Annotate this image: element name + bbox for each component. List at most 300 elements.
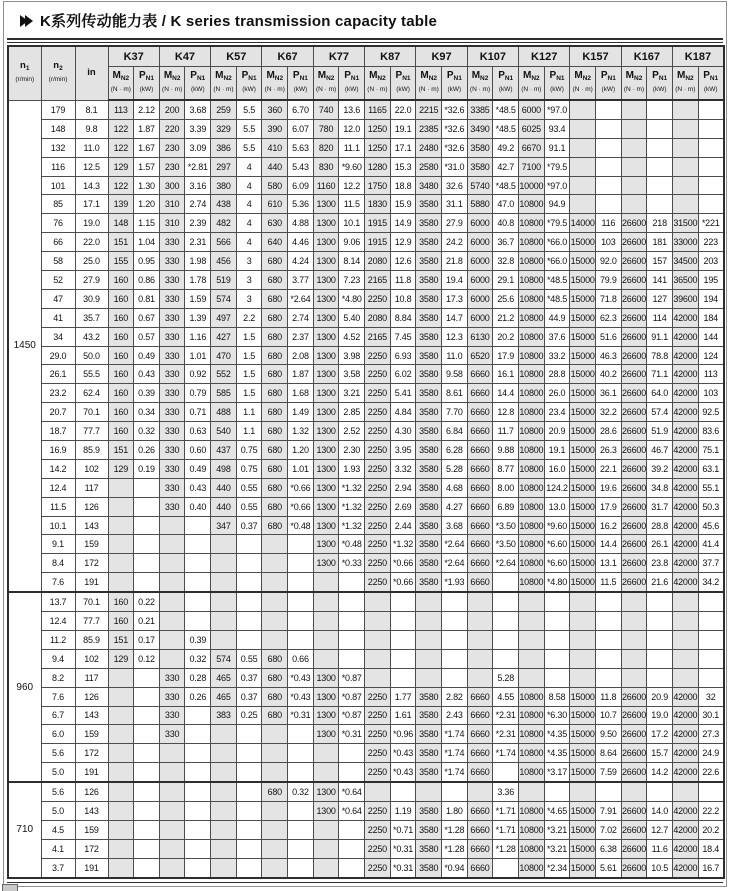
power-cell: 1.98: [185, 252, 211, 271]
power-cell: [236, 858, 262, 877]
torque-cell: 3580: [416, 839, 442, 858]
torque-cell: [519, 592, 545, 611]
power-cell: 141: [647, 271, 673, 290]
table-row: [8, 214, 724, 233]
torque-cell: 740: [313, 100, 339, 119]
torque-cell: 42000: [673, 706, 699, 725]
power-cell: [339, 612, 365, 631]
torque-cell: 2250: [365, 384, 391, 403]
torque-cell: [416, 782, 442, 801]
col-header-k107-torque: $M_{N2}$ (N · m): [467, 67, 493, 101]
torque-cell: 6000: [519, 100, 545, 119]
torque-cell: [673, 157, 699, 176]
torque-cell: 39600: [673, 289, 699, 308]
power-cell: 2.2: [236, 308, 262, 327]
ratio-cell: 55.5: [75, 365, 108, 384]
torque-cell: [365, 649, 391, 668]
torque-cell: [313, 649, 339, 668]
torque-cell: 26600: [621, 573, 647, 592]
torque-cell: 1300: [313, 233, 339, 252]
footnote-marker: [2, 884, 18, 891]
torque-cell: 151: [108, 441, 134, 460]
torque-cell: [108, 687, 134, 706]
col-header-k37-power: $P_{N1}$ (kW): [134, 67, 160, 101]
torque-cell: 160: [108, 365, 134, 384]
power-cell: *0.31: [390, 858, 416, 877]
torque-cell: 5740: [467, 176, 493, 195]
power-cell: *1.71: [493, 801, 519, 820]
power-cell: 0.37: [236, 516, 262, 535]
power-cell: 42.7: [493, 157, 519, 176]
power-cell: [288, 858, 314, 877]
power-cell: [134, 782, 160, 801]
table-row: [8, 649, 724, 668]
power-cell: 1.01: [185, 346, 211, 365]
torque-cell: [211, 554, 237, 573]
power-cell: 6.07: [288, 119, 314, 138]
torque-cell: 15000: [570, 535, 596, 554]
torque-cell: 2250: [365, 497, 391, 516]
torque-cell: 640: [262, 233, 288, 252]
output-speed-cell: 47: [41, 289, 75, 308]
power-cell: 34.2: [698, 573, 724, 592]
torque-cell: 26600: [621, 839, 647, 858]
power-cell: 1.39: [185, 308, 211, 327]
power-cell: [390, 630, 416, 649]
torque-cell: 297: [211, 157, 237, 176]
torque-cell: 15000: [570, 554, 596, 573]
torque-cell: 122: [108, 119, 134, 138]
torque-cell: [416, 668, 442, 687]
torque-cell: [108, 801, 134, 820]
power-cell: 4.55: [493, 687, 519, 706]
torque-cell: [519, 630, 545, 649]
col-header-k57-torque: $M_{N2}$ (N · m): [211, 67, 237, 101]
torque-cell: [313, 592, 339, 611]
torque-cell: 2250: [365, 763, 391, 782]
torque-cell: 129: [108, 459, 134, 478]
torque-cell: 2250: [365, 516, 391, 535]
power-cell: 2.82: [442, 687, 468, 706]
torque-cell: 6000: [467, 233, 493, 252]
power-cell: 1.16: [185, 327, 211, 346]
torque-cell: 42000: [673, 365, 699, 384]
torque-cell: [621, 119, 647, 138]
power-cell: *2.31: [493, 725, 519, 744]
torque-cell: 15000: [570, 403, 596, 422]
col-header-k77-power: $P_{N1}$ (kW): [339, 67, 365, 101]
torque-cell: 3580: [416, 858, 442, 877]
torque-cell: 680: [262, 422, 288, 441]
power-cell: *4.35: [544, 744, 570, 763]
torque-cell: 2480: [416, 138, 442, 157]
power-cell: 2.12: [134, 100, 160, 119]
ratio-cell: 30.9: [75, 289, 108, 308]
power-cell: 32.2: [596, 403, 622, 422]
power-cell: 2.08: [288, 346, 314, 365]
power-cell: 0.34: [134, 403, 160, 422]
torque-cell: 3580: [416, 706, 442, 725]
torque-cell: 122: [108, 138, 134, 157]
power-cell: 14.9: [390, 214, 416, 233]
torque-cell: [621, 782, 647, 801]
power-cell: 4.52: [339, 327, 365, 346]
power-cell: *79.5: [544, 214, 570, 233]
power-cell: 0.60: [185, 441, 211, 460]
torque-cell: 1300: [313, 554, 339, 573]
torque-cell: 1915: [365, 214, 391, 233]
col-header-k127: K127: [519, 46, 570, 67]
power-cell: [339, 630, 365, 649]
table-row: [8, 289, 724, 308]
torque-cell: [108, 554, 134, 573]
power-cell: 10.5: [647, 858, 673, 877]
power-cell: [596, 119, 622, 138]
torque-cell: 26600: [621, 346, 647, 365]
power-cell: 5.40: [339, 308, 365, 327]
torque-cell: [211, 839, 237, 858]
power-cell: [493, 649, 519, 668]
torque-cell: [313, 858, 339, 877]
torque-cell: 15000: [570, 327, 596, 346]
torque-cell: [159, 612, 185, 631]
ratio-cell: 102: [75, 459, 108, 478]
torque-cell: 330: [159, 459, 185, 478]
torque-cell: 680: [262, 497, 288, 516]
power-cell: [544, 630, 570, 649]
power-cell: [185, 535, 211, 554]
power-cell: 19.1: [544, 441, 570, 460]
power-cell: 14.0: [647, 801, 673, 820]
power-cell: 14.7: [442, 308, 468, 327]
power-cell: 1.87: [288, 365, 314, 384]
power-cell: 3.16: [185, 176, 211, 195]
torque-cell: 26600: [621, 422, 647, 441]
torque-cell: [159, 535, 185, 554]
torque-cell: 3580: [416, 422, 442, 441]
power-cell: 4.88: [288, 214, 314, 233]
power-cell: [698, 592, 724, 611]
power-cell: *1.74: [442, 744, 468, 763]
table-row: [8, 157, 724, 176]
capacity-table: [7, 45, 725, 879]
torque-cell: 383: [211, 706, 237, 725]
torque-cell: 2250: [365, 801, 391, 820]
torque-cell: 610: [262, 195, 288, 214]
power-cell: [185, 744, 211, 763]
torque-cell: [467, 782, 493, 801]
power-cell: 12.6: [390, 252, 416, 271]
power-cell: 0.95: [134, 252, 160, 271]
torque-cell: 15000: [570, 706, 596, 725]
power-cell: 3.95: [390, 441, 416, 460]
power-cell: 37.6: [544, 327, 570, 346]
torque-cell: 15000: [570, 725, 596, 744]
torque-cell: [416, 649, 442, 668]
col-header-k67: K67: [262, 46, 313, 67]
torque-cell: 3580: [416, 403, 442, 422]
output-speed-cell: 9.4: [41, 649, 75, 668]
power-cell: 1.20: [134, 195, 160, 214]
ratio-cell: 8.1: [75, 100, 108, 119]
torque-cell: 26600: [621, 289, 647, 308]
torque-cell: [519, 612, 545, 631]
torque-cell: 26600: [621, 403, 647, 422]
torque-cell: 330: [159, 365, 185, 384]
torque-cell: 310: [159, 195, 185, 214]
torque-cell: [621, 668, 647, 687]
power-cell: *0.43: [288, 668, 314, 687]
torque-cell: 2250: [365, 403, 391, 422]
col-header-k77-torque: $M_{N2}$ (N · m): [313, 67, 339, 101]
power-cell: [647, 668, 673, 687]
table-row: [8, 233, 724, 252]
power-cell: 64.0: [647, 384, 673, 403]
power-cell: *97.0: [544, 100, 570, 119]
power-cell: [185, 782, 211, 801]
power-cell: 181: [647, 233, 673, 252]
torque-cell: 386: [211, 138, 237, 157]
torque-cell: 26600: [621, 535, 647, 554]
col-header-k87: K87: [365, 46, 416, 67]
power-cell: 17.9: [493, 346, 519, 365]
output-speed-cell: 179: [41, 100, 75, 119]
torque-cell: 2250: [365, 554, 391, 573]
torque-cell: 1160: [313, 176, 339, 195]
torque-cell: 1300: [313, 706, 339, 725]
col-header-k87-power: $P_{N1}$ (kW): [390, 67, 416, 101]
ratio-cell: 159: [75, 725, 108, 744]
torque-cell: 680: [262, 668, 288, 687]
power-cell: 51.9: [647, 422, 673, 441]
torque-cell: 465: [211, 668, 237, 687]
torque-cell: [262, 573, 288, 592]
torque-cell: 31500: [673, 214, 699, 233]
power-cell: *6.30: [544, 706, 570, 725]
output-speed-cell: 20.7: [41, 403, 75, 422]
power-cell: 10.8: [390, 289, 416, 308]
power-cell: [288, 820, 314, 839]
torque-cell: [673, 668, 699, 687]
ratio-cell: 102: [75, 649, 108, 668]
table-body: [8, 100, 724, 878]
power-cell: 5.5: [236, 138, 262, 157]
power-cell: 20.2: [698, 820, 724, 839]
col-header-k157-power: $P_{N1}$ (kW): [596, 67, 622, 101]
power-cell: 1.68: [288, 384, 314, 403]
torque-cell: 3580: [416, 308, 442, 327]
power-cell: *97.0: [544, 176, 570, 195]
power-cell: 184: [698, 308, 724, 327]
output-speed-cell: 58: [41, 252, 75, 271]
torque-cell: 580: [262, 176, 288, 195]
torque-cell: [673, 630, 699, 649]
torque-cell: 2080: [365, 308, 391, 327]
table-row: [8, 612, 724, 631]
torque-cell: 10800: [519, 687, 545, 706]
power-cell: 15.3: [390, 157, 416, 176]
power-cell: [236, 744, 262, 763]
torque-cell: 680: [262, 308, 288, 327]
torque-cell: 6660: [467, 744, 493, 763]
power-cell: 18.8: [390, 176, 416, 195]
power-cell: 4: [236, 214, 262, 233]
torque-cell: [621, 612, 647, 631]
power-cell: [185, 612, 211, 631]
power-cell: [288, 535, 314, 554]
torque-cell: 1300: [313, 346, 339, 365]
torque-cell: [211, 820, 237, 839]
power-cell: 0.26: [134, 441, 160, 460]
power-cell: 4: [236, 195, 262, 214]
torque-cell: [108, 839, 134, 858]
torque-cell: 6000: [467, 271, 493, 290]
power-cell: 26.3: [596, 441, 622, 460]
power-cell: 3.58: [339, 365, 365, 384]
torque-cell: 680: [262, 782, 288, 801]
torque-cell: 10800: [519, 327, 545, 346]
torque-cell: 680: [262, 327, 288, 346]
torque-cell: 10800: [519, 195, 545, 214]
torque-cell: 10800: [519, 271, 545, 290]
power-cell: [134, 516, 160, 535]
power-cell: 16.0: [544, 459, 570, 478]
power-cell: *2.64: [493, 554, 519, 573]
power-cell: 4.30: [390, 422, 416, 441]
power-cell: [596, 592, 622, 611]
power-cell: [596, 668, 622, 687]
power-cell: 2.37: [288, 327, 314, 346]
ratio-cell: 77.7: [75, 422, 108, 441]
table-row: [8, 706, 724, 725]
power-cell: 5.61: [596, 858, 622, 877]
torque-cell: 6660: [467, 687, 493, 706]
torque-cell: 1280: [365, 157, 391, 176]
torque-cell: 15000: [570, 252, 596, 271]
power-cell: 3.77: [288, 271, 314, 290]
power-cell: 23.4: [544, 403, 570, 422]
power-cell: 71.8: [596, 289, 622, 308]
power-cell: 0.17: [134, 630, 160, 649]
torque-cell: 1250: [365, 119, 391, 138]
col-header-k167-torque: $M_{N2}$ (N · m): [621, 67, 647, 101]
torque-cell: 574: [211, 649, 237, 668]
torque-cell: 6660: [467, 820, 493, 839]
power-cell: [544, 668, 570, 687]
torque-cell: 680: [262, 687, 288, 706]
power-cell: 8.61: [442, 384, 468, 403]
power-cell: 3.39: [185, 119, 211, 138]
power-cell: 13.1: [596, 554, 622, 573]
power-cell: 3.68: [442, 516, 468, 535]
torque-cell: 574: [211, 289, 237, 308]
torque-cell: 10800: [519, 308, 545, 327]
torque-cell: 15000: [570, 497, 596, 516]
torque-cell: 42000: [673, 839, 699, 858]
torque-cell: 6660: [467, 554, 493, 573]
table-row: [8, 592, 724, 611]
power-cell: 17.2: [647, 725, 673, 744]
power-cell: 31.1: [442, 195, 468, 214]
power-cell: 6.70: [288, 100, 314, 119]
power-cell: [544, 612, 570, 631]
torque-cell: 26600: [621, 384, 647, 403]
power-cell: *1.71: [493, 820, 519, 839]
power-cell: 0.22: [134, 592, 160, 611]
power-cell: *1.32: [339, 497, 365, 516]
torque-cell: [621, 157, 647, 176]
power-cell: 36.1: [596, 384, 622, 403]
col-header-k157: K157: [570, 46, 621, 67]
torque-cell: 10800: [519, 214, 545, 233]
torque-cell: 10800: [519, 252, 545, 271]
torque-cell: 2250: [365, 839, 391, 858]
torque-cell: 3580: [416, 271, 442, 290]
power-cell: 45.6: [698, 516, 724, 535]
table-row: [8, 100, 724, 119]
torque-cell: 482: [211, 214, 237, 233]
power-cell: [647, 195, 673, 214]
power-cell: *0.33: [339, 554, 365, 573]
power-cell: 92.0: [596, 252, 622, 271]
torque-cell: 330: [159, 233, 185, 252]
power-cell: [390, 782, 416, 801]
torque-cell: 148: [108, 214, 134, 233]
torque-cell: 330: [159, 271, 185, 290]
torque-cell: 2080: [365, 252, 391, 271]
torque-cell: 1300: [313, 308, 339, 327]
power-cell: 0.63: [185, 422, 211, 441]
torque-cell: [673, 592, 699, 611]
torque-cell: [159, 763, 185, 782]
torque-cell: 680: [262, 365, 288, 384]
power-cell: 0.66: [288, 649, 314, 668]
torque-cell: 680: [262, 403, 288, 422]
power-cell: 1.49: [288, 403, 314, 422]
power-cell: 0.43: [134, 365, 160, 384]
torque-cell: [467, 612, 493, 631]
power-cell: 21.6: [647, 573, 673, 592]
torque-cell: 10800: [519, 459, 545, 478]
torque-cell: 42000: [673, 801, 699, 820]
power-cell: [698, 176, 724, 195]
power-cell: 2.44: [390, 516, 416, 535]
power-cell: *48.5: [493, 119, 519, 138]
torque-cell: 26600: [621, 214, 647, 233]
torque-cell: [621, 195, 647, 214]
torque-cell: 330: [159, 403, 185, 422]
col-header-k187-power: $P_{N1}$ (kW): [698, 67, 724, 101]
output-speed-cell: 8.4: [41, 554, 75, 573]
torque-cell: [673, 195, 699, 214]
torque-cell: [159, 573, 185, 592]
ratio-cell: 12.5: [75, 157, 108, 176]
torque-cell: 10800: [519, 441, 545, 460]
output-speed-cell: 14.2: [41, 459, 75, 478]
torque-cell: 1300: [313, 687, 339, 706]
torque-cell: [108, 516, 134, 535]
power-cell: 0.12: [134, 649, 160, 668]
power-cell: 79.9: [596, 271, 622, 290]
power-cell: [288, 573, 314, 592]
power-cell: [339, 763, 365, 782]
torque-cell: [211, 763, 237, 782]
power-cell: 6.28: [442, 441, 468, 460]
table-row: [8, 138, 724, 157]
torque-cell: [108, 725, 134, 744]
power-cell: [647, 649, 673, 668]
torque-cell: [570, 100, 596, 119]
